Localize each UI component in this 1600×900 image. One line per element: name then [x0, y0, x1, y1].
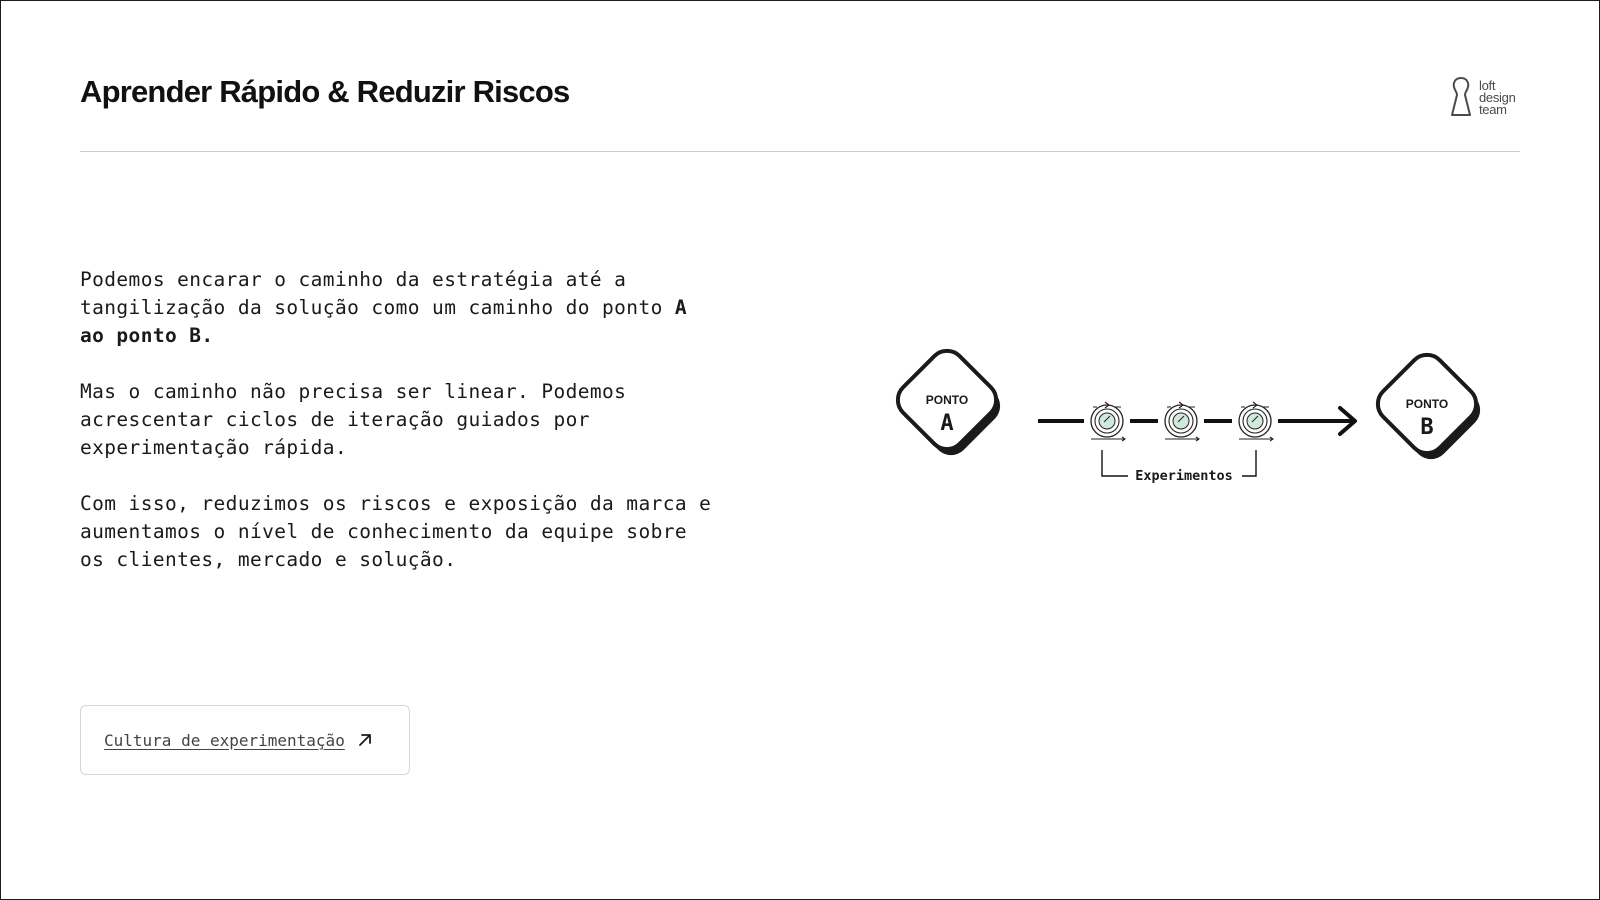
experiments-bracket	[1102, 450, 1256, 484]
iteration-cycle-icon	[1165, 402, 1199, 441]
iteration-cycle-icon	[1091, 402, 1125, 441]
experimentation-culture-link[interactable]	[80, 705, 410, 775]
paragraph-1-bold: A ao ponto B.	[80, 296, 687, 347]
logo-line: design	[1479, 90, 1516, 105]
point-b-node	[1370, 347, 1487, 466]
logo	[1449, 76, 1525, 120]
experiments-label: Experimentos	[1135, 468, 1233, 484]
logo-line: loft	[1479, 78, 1496, 93]
bracket-right	[1242, 450, 1256, 476]
paragraph-2: Mas o caminho não precisa ser linear. Podemos acrescentar ciclos de iteração guiados por experimentação rápida.	[80, 380, 627, 459]
arrow-up-right-icon	[357, 732, 373, 748]
bracket-left	[1102, 450, 1128, 476]
point-b-letter: B	[1420, 415, 1434, 440]
point-a-letter: A	[940, 411, 954, 436]
link-label[interactable]: Cultura de experimentação	[104, 730, 345, 750]
paragraph-3: Com isso, reduzimos os riscos e exposição da marca e aumentamos o nível de conhecimento da equipe sobre os clientes, mercado e solução.	[80, 492, 712, 571]
logo-line: team	[1479, 102, 1507, 117]
a-to-b-diagram	[890, 340, 1510, 500]
point-b-label: PONTO	[1405, 397, 1449, 411]
iteration-cycle-icon	[1239, 402, 1273, 441]
description-text	[80, 266, 720, 602]
iteration-cycles	[1091, 402, 1273, 441]
paragraph-1-text: Podemos encarar o caminho da estratégia até a tangilização da solução como um caminho do ponto	[80, 268, 675, 319]
keyhole-figure-icon	[1449, 76, 1473, 118]
point-a-label: PONTO	[925, 393, 969, 407]
logo-wordmark	[1479, 80, 1516, 116]
paragraph-1	[80, 266, 720, 350]
point-a-node	[890, 343, 1007, 462]
page-title: Aprender Rápido & Reduzir Riscos	[80, 74, 570, 109]
header-divider	[80, 151, 1520, 152]
